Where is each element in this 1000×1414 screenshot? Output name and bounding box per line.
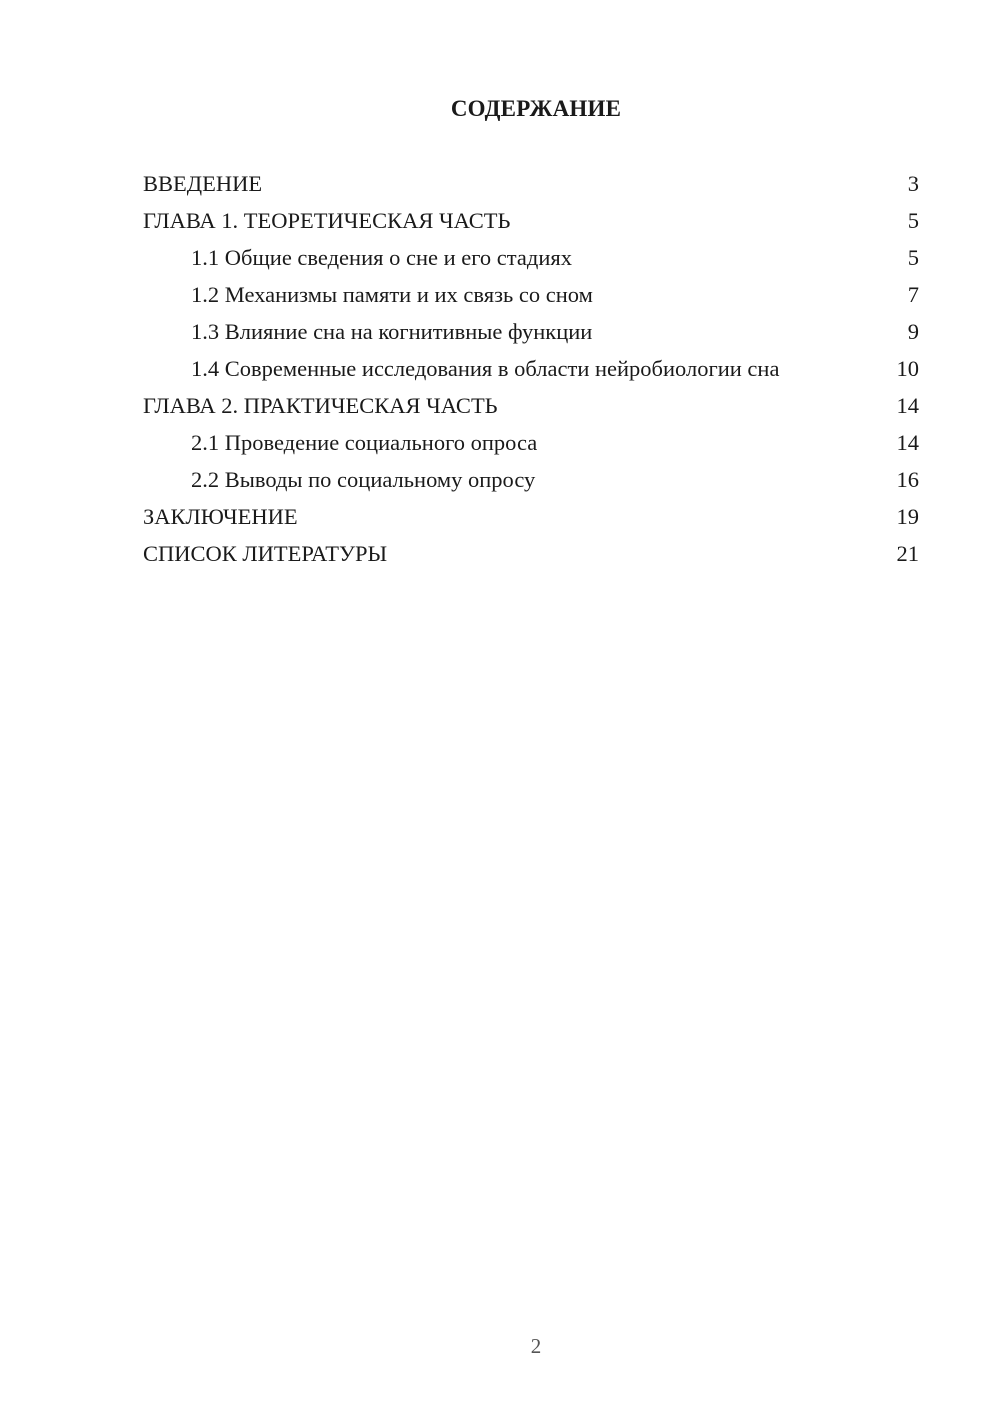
toc-entry-page: 10: [896, 356, 919, 381]
toc-entry-section-2-1[interactable]: [143, 429, 919, 456]
toc-entry-conclusion[interactable]: [143, 503, 919, 530]
toc-entry-page: 16: [896, 467, 919, 492]
toc-entry-section-1-1[interactable]: [143, 244, 919, 271]
toc-entry-text: 1.3 Влияние сна на когнитивные функции: [191, 319, 593, 344]
toc-entry-chapter-2[interactable]: [143, 392, 919, 419]
toc-entry-page: 9: [907, 319, 919, 344]
toc-entry-page: 5: [907, 245, 919, 270]
toc-entry-page: 19: [896, 504, 919, 529]
toc-entry-section-1-2[interactable]: [143, 281, 919, 308]
toc-entry-page: 14: [896, 393, 919, 418]
toc-entry-page: 14: [896, 430, 919, 455]
toc-entry-text: ВВЕДЕНИЕ: [143, 171, 263, 196]
toc-entry-text: 1.1 Общие сведения о сне и его стадиях: [191, 245, 572, 270]
page-number: 2: [530, 1334, 542, 1358]
toc-entry-section-2-2[interactable]: [143, 466, 919, 493]
toc-title: СОДЕРЖАНИЕ: [450, 96, 622, 121]
toc-entry-text: 1.2 Механизмы памяти и их связь со сном: [191, 282, 593, 307]
toc-entry-section-1-4[interactable]: [143, 355, 919, 382]
table-of-contents: [143, 170, 919, 577]
toc-entry-text: 2.2 Выводы по социальному опросу: [191, 467, 536, 492]
toc-entry-text: 2.1 Проведение социального опроса: [191, 430, 538, 455]
toc-entry-page: 21: [896, 541, 919, 566]
toc-entry-text: СПИСОК ЛИТЕРАТУРЫ: [143, 541, 388, 566]
toc-entry-text: ЗАКЛЮЧЕНИЕ: [143, 504, 298, 529]
toc-entry-text: ГЛАВА 2. ПРАКТИЧЕСКАЯ ЧАСТЬ: [143, 393, 498, 418]
toc-entry-text: ГЛАВА 1. ТЕОРЕТИЧЕСКАЯ ЧАСТЬ: [143, 208, 511, 233]
toc-entry-text: 1.4 Современные исследования в области нейробиологии сна: [191, 356, 780, 381]
toc-entry-page: 5: [907, 208, 919, 233]
toc-entry-section-1-3[interactable]: [143, 318, 919, 345]
toc-entry-introduction[interactable]: [143, 170, 919, 197]
toc-entry-bibliography[interactable]: [143, 540, 919, 567]
toc-entry-page: 3: [907, 171, 919, 196]
toc-entry-page: 7: [907, 282, 919, 307]
toc-entry-chapter-1[interactable]: [143, 207, 919, 234]
